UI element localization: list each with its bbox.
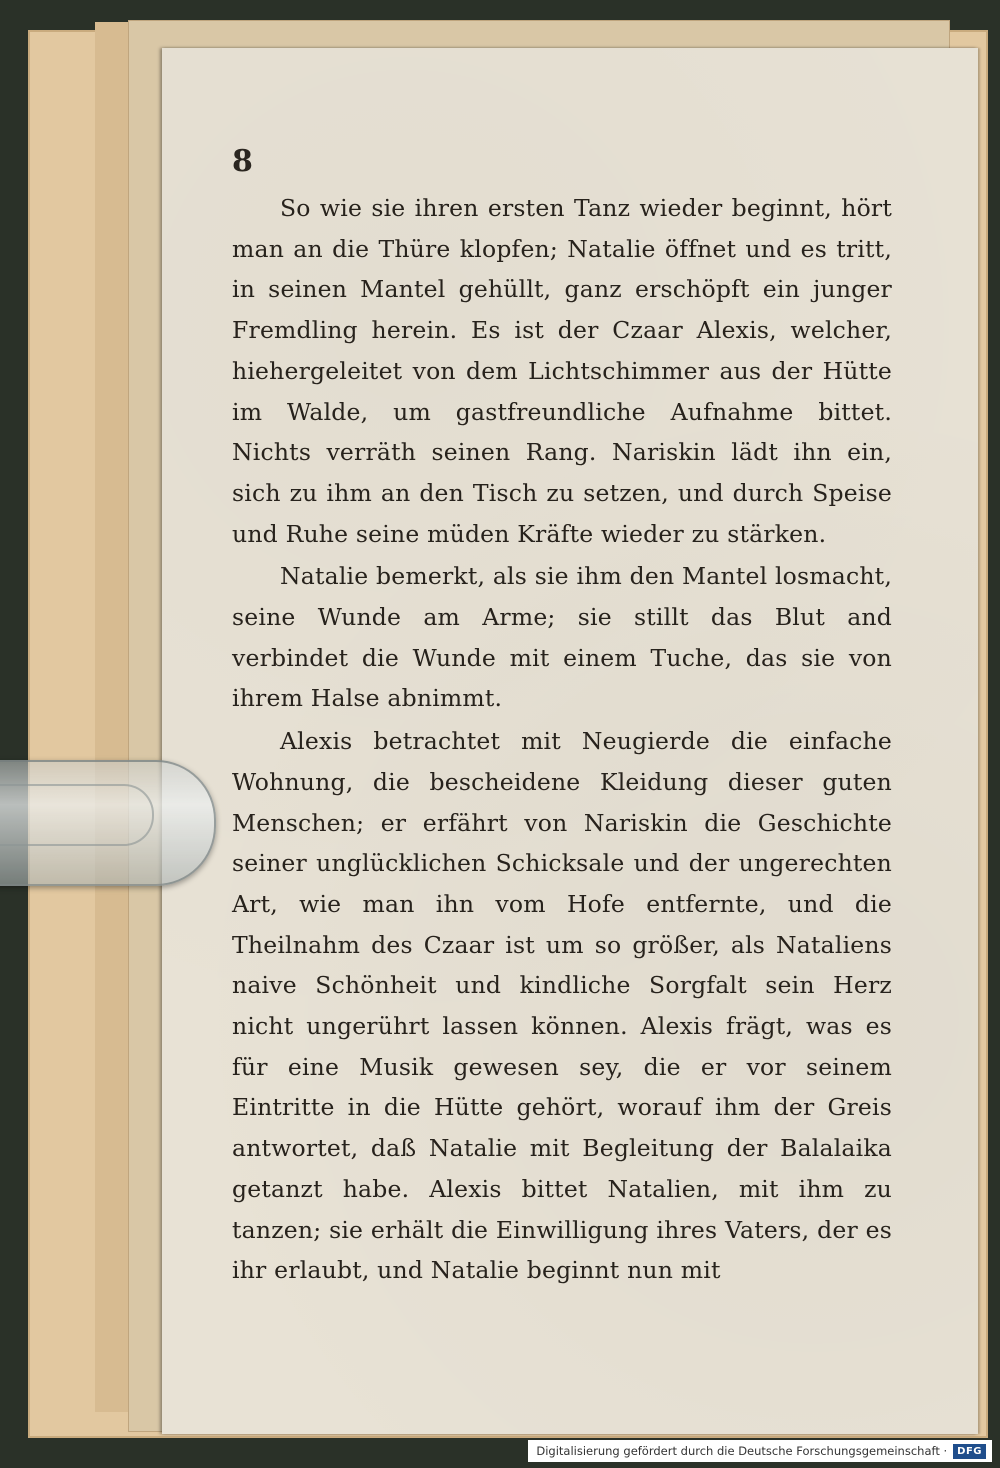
dfg-logo-icon: DFG	[953, 1444, 986, 1459]
page-text	[232, 188, 892, 1291]
page-number: 8	[232, 144, 253, 179]
credit-text: Digitalisierung gefördert durch die Deutsche Forschungsgemeinschaft ·	[536, 1444, 948, 1458]
page-clip-holder	[0, 760, 216, 886]
scanned-page	[162, 48, 978, 1434]
paragraph-3: Alexis betrachtet mit Neugierde die einfache Wohnung, die bescheidene Kleidung dieser guten Menschen; er erfährt von Nariskin die Geschichte seiner unglücklichen Schicksale und der ungerechten Art, wie man ihn vom Hofe entfernte, und die Theilnahm des Czaar ist um so größer, als Nataliens naive Schönheit und kindliche Sorgfalt sein Herz nicht ungerührt lassen können. Alexis frägt, was es für eine Musik gewesen sey, die er vor seinem Eintritte in die Hütte gehört, worauf ihm der Greis antwortet, daß Natalie mit Begleitung der Balalaika getanzt habe. Alexis bittet Natalien, mit ihm zu tanzen; sie erhält die Einwilligung ihres Vaters, der es ihr erlaubt, und Natalie beginnt nun mit	[232, 727, 892, 1285]
page-clip-inner	[0, 784, 154, 846]
digitization-credit	[528, 1440, 992, 1462]
paragraph-1: So wie sie ihren ersten Tanz wieder beginnt, hört man an die Thüre klopfen; Natalie öffnet und es tritt, in seinen Mantel gehüllt, ganz erschöpft ein junger Fremdling herein. Es ist der Czaar Alexis, welcher, hiehergeleitet von dem Lichtschimmer aus der Hütte im Walde, um gastfreundliche Aufnahme bittet. Nichts verräth seinen Rang. Nariskin lädt ihn ein, sich zu ihm an den Tisch zu setzen, und durch Speise und Ruhe seine müden Kräfte wieder zu stärken.	[232, 194, 892, 548]
paragraph-2: Natalie bemerkt, als sie ihm den Mantel losmacht, seine Wunde am Arme; sie stillt das Blut and verbindet die Wunde mit einem Tuche, das sie von ihrem Halse abnimmt.	[232, 562, 892, 713]
